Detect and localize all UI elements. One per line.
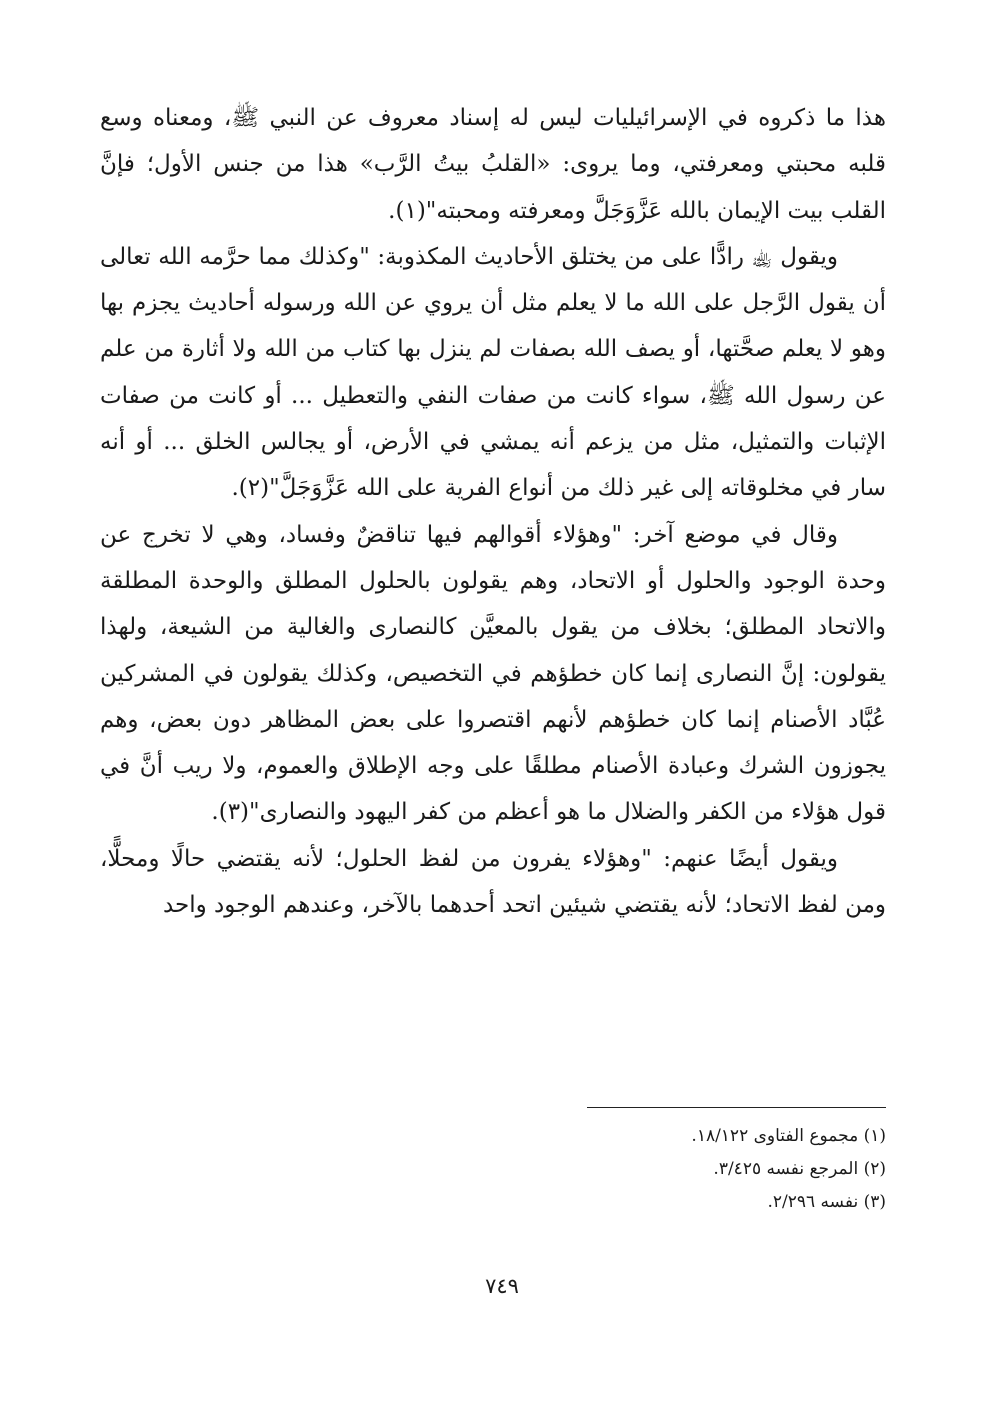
- paragraph-3: وقال في موضع آخر: "وهؤلاء أقوالهم فيها تناقضٌ وفساد، وهي لا تخرج عن وحدة الوجود والحلول أو الاتحاد، وهم يقولون بالحلول المطلق والوحدة المطلقة والاتحاد المطلق؛ بخلاف من يقول بالمعيَّن كالنصارى والغالية من الشيعة، ولهذا يقولون: إنَّ النصارى إنما كان خطؤهم في التخصيص، وكذلك يقولون في المشركين عُبَّاد الأصنام إنما كان خطؤهم لأنهم اقتصروا على بعض المظاهر دون بعض، وهم يجوزون الشرك وعبادة الأصنام مطلقًا على وجه الإطلاق والعموم، ولا ريب أنَّ في قول هؤلاء من الكفر والضلال ما هو أعظم من كفر اليهود والنصارى"(٣).: [100, 521, 886, 826]
- page-number: ٧٤٩: [485, 1274, 519, 1298]
- footnotes: [286, 1120, 886, 1219]
- footnote-2: (٢) المرجع نفسه ٣/٤٢٥.: [713, 1159, 886, 1179]
- footnote-3: (٣) نفسه ٢/٢٩٦.: [767, 1192, 886, 1212]
- paragraph-2: ويقول ﵀ رادًّا على من يختلق الأحاديث المكذوبة: "وكذلك مما حرَّمه الله تعالى أن يقول الرَّجل على الله ما لا يعلم مثل أن يروي عن الله ورسوله أحاديث يجزم بها وهو لا يعلم صحَّتها، أو يصف الله بصفات لم ينزل بها كتاب من الله ولا أثارة من علم عن رسول الله ﷺ، سواء كانت من صفات النفي والتعطيل ... أو كانت من صفات الإثبات والتمثيل، مثل من يزعم أنه يمشي في الأرض، أو يجالس الخلق ... أو أنه سار في مخلوقاته إلى غير ذلك من أنواع الفرية على الله عَزَّوَجَلَّ"(٢).: [100, 243, 887, 502]
- footnote-1: (١) مجموع الفتاوى ١٨/١٢٢.: [691, 1126, 886, 1146]
- main-text: [100, 95, 886, 928]
- paragraph-1: هذا ما ذكروه في الإسرائيليات ليس له إسناد معروف عن النبي ﷺ، ومعناه وسع قلبه محبتي ومعرفتي، وما يروى: «القلبُ بيتُ الرَّب» هذا من جنس الأول؛ فإنَّ القلب بيت الإيمان بالله عَزَّوَجَلَّ ومعرفته ومحبته"(١).: [100, 105, 886, 224]
- paragraph-4: ويقول أيضًا عنهم: "وهؤلاء يفرون من لفظ الحلول؛ لأنه يقتضي حالًا ومحلًّا، ومن لفظ الاتحاد؛ لأنه يقتضي شيئين اتحد أحدهما بالآخر، وعندهم الوجود واحد: [100, 845, 886, 919]
- footnote-separator: [587, 1107, 886, 1108]
